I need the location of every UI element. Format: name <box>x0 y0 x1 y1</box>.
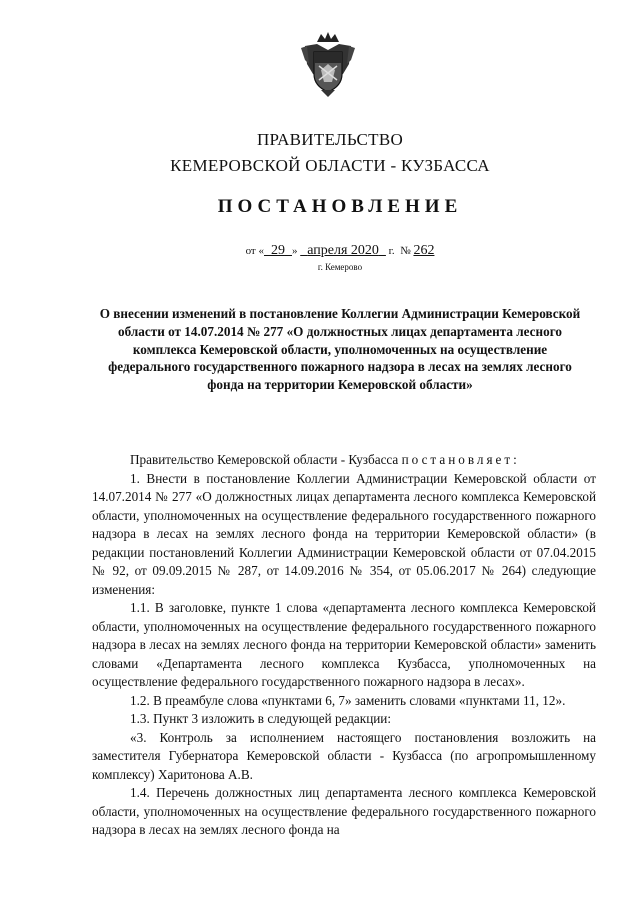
paragraph-1: 1. Внести в постановление Коллегии Администрации Кемеровской области от 14.07.2014 № 277 «О должностных лицах департамента лесного комплекса Кемеровской области, уполномоченных на осуществление федерального государственного пожарного надзора в лесах на землях лесного фонда на территории Кемеровской области» (в редакции постановлений Коллегии Администрации Кемеровской области от 07.04.2015 № 92, от 09.09.2015 № 287, от 14.09.2016 № 354, от 05.06.2017 № 264) следующие изменения: <box>92 470 596 597</box>
city-label: г. Кемерово <box>317 262 363 272</box>
date-day: 29 <box>270 243 285 258</box>
date-mid: » <box>291 245 298 257</box>
paragraph-1-3: 1.3. Пункт 3 изложить в следующей редакции: <box>130 711 392 726</box>
paragraph-1-4: 1.4. Перечень должностных лиц департамента лесного комплекса Кемеровской области, уполномоченных на осуществление федерального государственного пожарного надзора в лесах на землях лесного фонда на <box>92 785 596 837</box>
org-name-line1: ПРАВИТЕЛЬСТВО <box>256 130 404 149</box>
org-name-line2: КЕМЕРОВСКОЙ ОБЛАСТИ - КУЗБАССА <box>170 156 490 175</box>
coat-of-arms-emblem <box>299 30 357 98</box>
document-type-heading: ПОСТАНОВЛЕНИЕ <box>217 196 463 217</box>
date-year-suffix: г. <box>388 245 395 257</box>
paragraph-1-3-quote: «3. Контроль за исполнением настоящего постановления возложить на заместителя Губернатора Кемеровской области - Кузбасса (по агропромышленному комплексу) Харитонова А.В. <box>92 729 596 782</box>
intro-paragraph: Правительство Кемеровской области - Кузбасса постановляет: <box>130 452 520 467</box>
date-prefix: от « <box>245 245 264 257</box>
number-prefix: № <box>400 245 411 257</box>
document-title: О внесении изменений в постановление Коллегии Администрации Кемеровской области от 14.07.2014 № 277 «О должностных лицах департамента лесного комплекса Кемеровской области, уполномоченных на осуществление федерального государственного пожарного надзора в лесах на землях лесного фонда на территории Кемеровской области» <box>99 306 581 393</box>
paragraph-1-2: 1.2. В преамбуле слова «пунктами 6, 7» заменить словами «пунктами 11, 12». <box>130 692 566 708</box>
date-number-line <box>0 243 640 259</box>
document-number: 262 <box>413 243 435 258</box>
date-month-year: апреля 2020 <box>307 243 379 258</box>
paragraph-1-1: 1.1. В заголовке, пункте 1 слова «департамента лесного комплекса Кемеровской области, уполномоченных на осуществление федерального государственного пожарного надзора в лесах на землях лесного фонда на территории Кемеровской области» заменить словами «Департамента лесного комплекса Кузбасса, уполномоченных на осуществление федерального государственного пожарного надзора в лесах». <box>92 600 596 689</box>
document-body <box>92 451 596 840</box>
